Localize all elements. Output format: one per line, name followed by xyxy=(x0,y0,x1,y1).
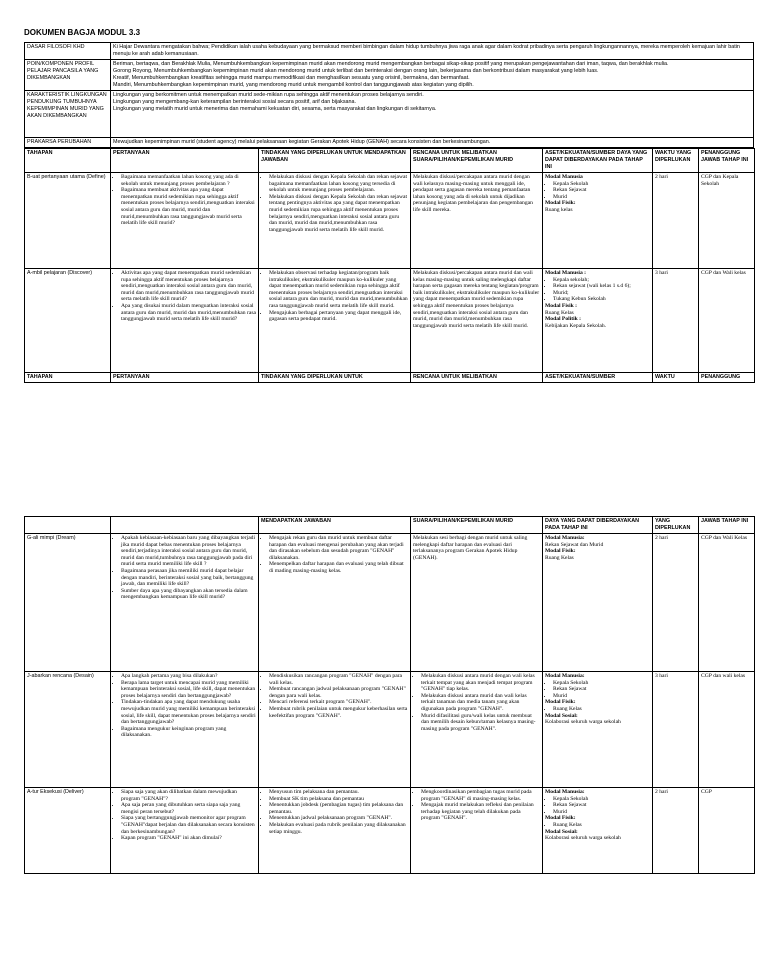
table-row xyxy=(25,173,755,269)
asset-heading: Modal Manusia: xyxy=(545,535,585,541)
column-header: RENCANA UNTUK MELIBATKAN SUARA/PILIHAN/KEPEMILIKAN MURID xyxy=(411,149,543,173)
bullet-item: • Kepala Sekolah xyxy=(553,680,650,687)
assets-cell xyxy=(543,672,653,788)
asset-heading: Modal Fisik: xyxy=(545,200,576,207)
column-header: ASET/KEKUATAN/SUMBER DAYA YANG DAPAT DIBERDAYAKAN PADA TAHAP INI xyxy=(543,149,653,173)
bullet-item: • Ruang Kelas xyxy=(553,822,650,829)
plan-cell: Melakukan sesi berbagi dengan murid untuk saling melengkapi daftar harapan dan evaluasi dari terlaksananya program Gerakan Apotek Hidup (GENAH). xyxy=(411,534,543,672)
bullet-list xyxy=(545,706,650,713)
bullet-item: • Murid; xyxy=(553,290,650,297)
bullet-item: • Apa saja peran yang dibutuhkan serta siapa saja yang mengisi peran tersebut? xyxy=(121,802,256,815)
actions-cell xyxy=(259,269,411,373)
table-header-row xyxy=(25,149,755,173)
bullet-list xyxy=(261,270,408,323)
plan-cell: Melakukan diskusi/percakapan antara murid dan wali kelas masing-masing untuk saling melengkapi daftar harapan serta gagasan mereka tentang kegiatan/program baik intrakulikuler, ekstrakulikuler maupun ko-kulikuler yang dapat menempatkan murid sedemikian rupa sehingga aktif menentukan proses belajarnya sendiri,menguatkan interaksi sosial antara guru dan murid, murid dan murid,menumbuhkan rasa tanggungjawab murid serta melatih life skill murid. xyxy=(411,269,543,373)
actions-cell xyxy=(259,173,411,269)
bullet-item: • Mencari referensi terkait program "GENAH". xyxy=(269,699,408,706)
document-title: DOKUMEN BAGJA MODUL 3.3 xyxy=(24,28,141,37)
column-header: WAKTU YANG DIPERLUKAN xyxy=(653,149,699,173)
bullet-item: • Menentukkan jobdesk (pembagian tugas) tim pelaksana dan pemantau. xyxy=(269,802,408,815)
actions-cell xyxy=(259,672,411,788)
column-header: JAWAB TAHAP INI xyxy=(699,517,755,534)
bullet-list xyxy=(113,270,256,323)
questions-cell xyxy=(111,173,259,269)
bullet-list xyxy=(113,535,256,601)
page-2 xyxy=(24,516,754,874)
bullet-list xyxy=(413,673,540,732)
bullet-item: • Rekan Sejawat xyxy=(553,686,650,693)
intro-table xyxy=(24,42,754,148)
column-header: TAHAPAN xyxy=(25,149,111,173)
bullet-item: • Tindakan-tindakan apa yang dapat mendukung usaha mewujudkan murid yang memiliki kemampuan berinteraksi sosial, life skill, dapat menentukan proses belajarnya sendiri dan bertanggungjawab? xyxy=(121,699,256,725)
questions-cell xyxy=(111,672,259,788)
table-header-row xyxy=(25,517,755,534)
bullet-item: • Apakah kebiasaan-kebiasaan baru yang dibayangkan terjadi jika murid dapat bebas menentukan proses belajarnya sendiri,terjadinya interaksi sosial antara guru dan murid, murid dan murid,tumbuhnya rasa tanggungjawab pada diri murid serta murid memiliki life skill ? xyxy=(121,535,256,568)
asset-heading: Modal Manusia : xyxy=(545,270,587,276)
intro-line: Lingkungan yang melatih murid untuk menerima dan memahami kekuatan diri, sesama, serta masyarakat dan lingkungan di sekitarnya. xyxy=(113,106,437,112)
time-cell: 2 hari xyxy=(653,534,699,672)
bullet-item: • Mengkoordinasikan pembagian tugas murid pada program "GENAH" di masing-masing kelas. xyxy=(421,789,540,802)
column-header: PERTANYAAN xyxy=(111,149,259,173)
asset-text: Kolaborasi seluruh warga sekolah xyxy=(545,719,621,726)
bullet-list xyxy=(261,174,408,233)
stage-cell: G-ali mimpi (Dream) xyxy=(25,534,111,672)
bullet-item: • Aktivitas apa yang dapat menempatkan murid sedemikian rupa sehingga aktif menentukan proses belajarnya sendiri,menguatkan interaksi sosial antara guru dan murid, murid dan murid,menumbuhkan rasa tanggungjawab murid serta melatih life skill murid? xyxy=(121,270,256,303)
page-1 xyxy=(24,42,754,383)
intro-line: Lingkungan yang mengembang-kan keterampilan berinteraksi sosial secara positif, arif dan bijaksana. xyxy=(113,99,357,105)
bullet-item: • Apa langkah pertama yang bisa dilakukan? xyxy=(121,673,256,680)
bullet-item: • Membuat rubrik penilaian untuk mengukur keberhasilan serta keefektifan program "GENAH". xyxy=(269,706,408,719)
bullet-item: • Mengajak murid melakukan refleksi dan penilaian terhadap kegiatan yang telah dilakukan pada program "GENAH". xyxy=(421,802,540,822)
stage-cell: A-tur Eksekusi (Deliver) xyxy=(25,788,111,874)
time-cell: 3 hari xyxy=(653,672,699,788)
column-header: RENCANA UNTUK MELIBATKAN xyxy=(411,373,543,383)
bullet-item: • Murid difasilitasi guru/wali kelas untuk membuat dan memilih desain kebun/taman kelasnya masing-masing pada program "GENAH". xyxy=(421,713,540,733)
intro-line: Mandiri, Menumbuhkembangkan kepemimpinan murid, yang mendorong murid untuk mengambil kontrol dan tanggungjawab atas kegiatan yang dipilih. xyxy=(113,82,474,88)
stage-cell: J-abarkan rencana (Desain) xyxy=(25,672,111,788)
asset-text: Ruang Kelas xyxy=(545,554,574,561)
questions-cell xyxy=(111,534,259,672)
column-header: PENANGGUNG xyxy=(699,373,755,383)
intro-label: DASAR FILOSOFI KHD xyxy=(25,43,111,60)
bullet-item: • Membuat SK tim pelaksana dan pemantau xyxy=(269,796,408,803)
asset-heading: Modal Fisik : xyxy=(545,302,578,309)
asset-text: Ruang kelas xyxy=(545,206,573,213)
bagja-table-1 xyxy=(24,148,755,383)
column-header: PERTANYAAN xyxy=(111,373,259,383)
pic-cell: CGP dan wali kelas xyxy=(699,672,755,788)
column-header: DAYA YANG DAPAT DIBERDAYAKAN PADA TAHAP INI xyxy=(543,517,653,534)
bullet-item: • Kepala sekolah; xyxy=(553,277,650,284)
bullet-list xyxy=(545,680,650,700)
stage-cell: B-uat pertanyaan utama (Define) xyxy=(25,173,111,269)
column-header: WAKTU xyxy=(653,373,699,383)
bullet-item: • Kepala Sekolah xyxy=(553,796,650,803)
asset-heading: Modal Manusia: xyxy=(545,789,585,795)
intro-line: Lingkungan yang berkomitmen untuk menempatkan murid sede-mikian rupa sehingga aktif menentukan proses belajarnya sendiri. xyxy=(113,92,424,98)
column-header: SUARA/PILIHAN/KEPEMILIKAN MURID xyxy=(411,517,543,534)
bullet-list xyxy=(261,535,408,575)
asset-heading: Modal Fisik: xyxy=(545,699,576,706)
bullet-item: • Bagaimana memanfaatkan lahan kosong yang ada di sekolah untuk menunjang proses pembelajaran ? xyxy=(121,174,256,187)
bullet-item: • Tukang Kebun Sekolah xyxy=(553,296,650,303)
intro-line: Beriman, bertaqwa, dan Berakhlak Mulia, Menumbuhkembangkan kepemimpinan murid akan mendorong murid mengembangkan berbagai sikap-sikap positif yang merupakan pengejawantahan dari iman, taqwa, dan berakhlak mulia. xyxy=(113,61,669,67)
bullet-list xyxy=(545,277,650,303)
column-header: MENDAPATKAN JAWABAN xyxy=(259,517,411,534)
plan-cell xyxy=(411,788,543,874)
bullet-item: • Bagaimana perasaan jika memiliki murid dapat belajar dengan mandiri, berinteraksi sosial yang baik, bertanggung jawab, dan memiliki life skill? xyxy=(121,568,256,588)
pic-cell: CGP dan Kepala Sekolah xyxy=(699,173,755,269)
column-header xyxy=(25,517,111,534)
asset-text: Kebijakan Kepala Sekolah. xyxy=(545,322,607,329)
bullet-item: • Melakukan diskusi dengan Kepala Sekolah dan rekan sejawat bagaimana memanfaatkan lahan kosong yang tersedia di sekolah untuk menunjang proses pembelajaran. xyxy=(269,174,408,194)
column-header: YANG DIPERLUKAN xyxy=(653,517,699,534)
table-row xyxy=(25,269,755,373)
bullet-item: • Murid xyxy=(553,809,650,816)
table-row xyxy=(25,672,755,788)
bullet-item: • Apa yang disukai murid dalam menguatkan interaksi sosial antara guru dan murid, murid dan murid,menumbuhkan rasa tanggungjawab murid serta melatih life skill murid? xyxy=(121,303,256,323)
pic-cell: CGP dan Wali kelas xyxy=(699,269,755,373)
bullet-item: • Sumber daya apa yang dibayangkan akan tersedia dalam mengembangkan kemampuan life skill murid? xyxy=(121,588,256,601)
bullet-item: • Menentukkan jadwal pelaksanaan program "GENAH". xyxy=(269,815,408,822)
intro-line: Kreatif, Menumbuhkembangkan kreatifitas sehingga murid mampu memodifikasi dan menghasilkan sesuatu yang orisinil, bermakna, dan bermanfaat. xyxy=(113,75,470,81)
asset-text: Kolaborasi seluruh warga sekolah xyxy=(545,835,621,842)
intro-line: Gorong Royong, Menumbuhkembangkan kepemimpinan murid akan mendorong murid untuk terlibat dan berinteraksi dengan orang lain, bekerjasama dan berkontribusi dalam masyarakat yang lebih luas. xyxy=(113,68,599,74)
plan-cell xyxy=(411,672,543,788)
bullet-item: • Membuat rancangan jadwal pelaksanaan program "GENAH" dengan para wali kelas. xyxy=(269,686,408,699)
bullet-item: • Menempelkan daftar harapan dan evaluasi yang telah dibuat di mading masing-masing kelas. xyxy=(269,561,408,574)
bullet-list xyxy=(113,174,256,227)
intro-text xyxy=(111,60,754,91)
bagja-table-2 xyxy=(24,516,755,874)
bullet-item: • Melakukan diskusi dengan Kepala Sekolah dan rekan sejawat tentang pentingnya aktivitas apa yang dapat menempatkan murid sedemikian rupa sehingga aktif menentukan proses belajarnya sendiri,menguatkan interaksi sosial antara guru dan murid, murid dan murid,menumbuhkan rasa tanggungjawab murid serta melatih life skill murid. xyxy=(269,194,408,234)
column-header: PENANGGUNG JAWAB TAHAP INI xyxy=(699,149,755,173)
bullet-item: • Menyusun tim pelaksana dan pemantau. xyxy=(269,789,408,796)
time-cell: 3 hari xyxy=(653,269,699,373)
bullet-item: • Bagaimana mengukur keinginan program yang dilaksanakan. xyxy=(121,726,256,739)
bullet-item: • Mendiskusikan rancangan program "GENAH" dengan para wali kelas. xyxy=(269,673,408,686)
time-cell: 2 hari xyxy=(653,788,699,874)
column-header xyxy=(111,517,259,534)
bullet-item: • Kepala Sekolah xyxy=(553,181,650,188)
bullet-list xyxy=(113,789,256,842)
intro-text xyxy=(111,91,754,138)
table-row xyxy=(25,788,755,874)
assets-cell xyxy=(543,173,653,269)
bullet-item: • Mengajak rekan guru dan murid untuk membuat daftar harapan dan evaluasi mengenai perubahan yang akan terjadi dan dirasakan sebelum dan sesudah program "GENAH" dilaksanakan. xyxy=(269,535,408,561)
intro-label: POIN/KOMPONEN PROFIL PELAJAR PANCASILA YANG DIKEMBANGKAN xyxy=(25,60,111,91)
bullet-list xyxy=(113,673,256,739)
intro-label: KARAKTERISTIK LINGKUNGAN PENDUKUNG TUMBUHNYA KEPEMIMPINAN MURID YANG AKAN DIKEMBANGKAN xyxy=(25,91,111,138)
bullet-item: • Murid xyxy=(553,693,650,700)
bullet-item: • Rekan Sejawat xyxy=(553,802,650,809)
bullet-item: • Siapa saja yang akan dilibatkan dalam mewujudkan program "GENAH"? xyxy=(121,789,256,802)
bullet-list xyxy=(545,822,650,829)
column-header: TAHAPAN xyxy=(25,373,111,383)
time-cell: 2 hari xyxy=(653,173,699,269)
questions-cell xyxy=(111,788,259,874)
actions-cell xyxy=(259,788,411,874)
assets-cell xyxy=(543,534,653,672)
bullet-item: • Berapa lama target untuk mencapai murid yang memiliki kemampuan berinteraksi sosial, life skill, dapat menentukan proses belajarnya sendiri dan bertanggungjawab? xyxy=(121,680,256,700)
bullet-list xyxy=(261,789,408,835)
table-row xyxy=(25,534,755,672)
bullet-item: • Rekan Sejawat xyxy=(553,187,650,194)
asset-heading: Modal Politik : xyxy=(545,316,582,323)
bullet-item: • Mengajukan berbagai pertanyaan yang dapat menggali ide, gagasan serta pendapat murid. xyxy=(269,310,408,323)
pic-cell: CGP xyxy=(699,788,755,874)
stage-cell: A-mbil pelajaran (Discover) xyxy=(25,269,111,373)
bullet-item: • Melakukan diskusi antara murid dan wali kelas terkait tanaman dan media tanam yang akan digunakan pada program "GENAH". xyxy=(421,693,540,713)
bullet-item: • Melakukan diskusi antara murid dengan wali kelas terkait tempat yang akan menjadi tempat program "GENAH" tiap kelas. xyxy=(421,673,540,693)
table-footer-row xyxy=(25,373,755,383)
bullet-item: • Rekan sejawat (wali kelas 1 s.d 6); xyxy=(553,283,650,290)
plan-cell: Melakukan diskusi/percakapan antara murid dengan wali kelasnya masing-masing untuk menggali ide, pendapat serta gagasan mereka tentang pemanfaatan lahan kosong yang ada di sekolah untuk dijadikan penunjang kegiatan pembelajaran dan pengembangan life skill mereka. xyxy=(411,173,543,269)
bullet-item: • Siapa yang bertanggungjawab memonitor agar program "GENAH"dapat berjalan dan dilaksanakan secara konsisten dan berkesinambungan? xyxy=(121,815,256,835)
actions-cell xyxy=(259,534,411,672)
bullet-item: • Bagaimana membuat aktivitas apa yang dapat menempatkan murid sedemikian rupa sehingga aktif menentukan proses belajarnya sendiri,menguatkan interaksi sosial antara guru dan murid, murid dan murid,menumbuhkan rasa tanggungjawab murid serta melatih life skill murid? xyxy=(121,187,256,227)
intro-text: Ki Hajar Dewantara mengatakan bahwa; Pendidikan ialah usaha kebudayaan yang bermaksud memberi bimbingan dalam hidup tumbuhnya jiwa raga anak agar dalam kodrat pribadinya serta pengaruh lingkungannannya, mereka memperoleh kemajuan lahir batin menuju ke arah adab kemanusiaan. xyxy=(111,43,754,60)
bullet-item: • Ruang Kelas xyxy=(553,706,650,713)
intro-text: Mewujudkan kepemimpinan murid (student agency) melalui pelaksanaan kegiatan Gerakan Apotek Hidup (GENAH) secara konsisten dan berkesinambungan. xyxy=(111,138,754,148)
bullet-list xyxy=(545,181,650,201)
asset-text: Ruang Kelas xyxy=(545,309,574,316)
assets-cell xyxy=(543,269,653,373)
bullet-list xyxy=(413,789,540,822)
column-header: ASET/KEKUATAN/SUMBER xyxy=(543,373,653,383)
intro-label: PRAKARSA PERUBAHAN xyxy=(25,138,111,148)
asset-heading: Modal Fisik: xyxy=(545,548,576,555)
asset-heading: Modal Manusia: xyxy=(545,673,585,679)
bullet-item: • Melakukan observasi terhadap kegiatan/program baik intrakulikuler, ekstrakulikuler maupun ko-kulikuler yang dapat menempatkan murid sedemikian rupa sehingga aktif menentukan proses belajarnya sendiri,menguatkan interaksi sosial antara guru dan murid, murid dan murid,menumbuhkan rasa tanggungjawab murid serta melatih life skill murid. xyxy=(269,270,408,310)
asset-heading: Modal Sosial: xyxy=(545,828,578,835)
assets-cell xyxy=(543,788,653,874)
asset-heading: Modal Manusia xyxy=(545,174,583,180)
pic-cell: CGP dan Wali Kelas xyxy=(699,534,755,672)
bullet-list xyxy=(261,673,408,719)
asset-heading: Modal Fisik: xyxy=(545,815,576,822)
column-header: TINDAKAN YANG DIPERLUKAN UNTUK MENDAPATKAN JAWABAN xyxy=(259,149,411,173)
bullet-item: • Murid xyxy=(553,194,650,201)
bullet-item: • Melakukan evaluasi pada rubrik penilaian yang dilaksanakan setiap minggu. xyxy=(269,822,408,835)
column-header: TINDAKAN YANG DIPERLUKAN UNTUK xyxy=(259,373,411,383)
bullet-item: • Kapan program "GENAH" ini akan dimulai? xyxy=(121,835,256,842)
bullet-list xyxy=(545,796,650,816)
asset-text: Rekan Sejawat dan Murid xyxy=(545,541,604,548)
asset-heading: Modal Sosial: xyxy=(545,712,578,719)
questions-cell xyxy=(111,269,259,373)
